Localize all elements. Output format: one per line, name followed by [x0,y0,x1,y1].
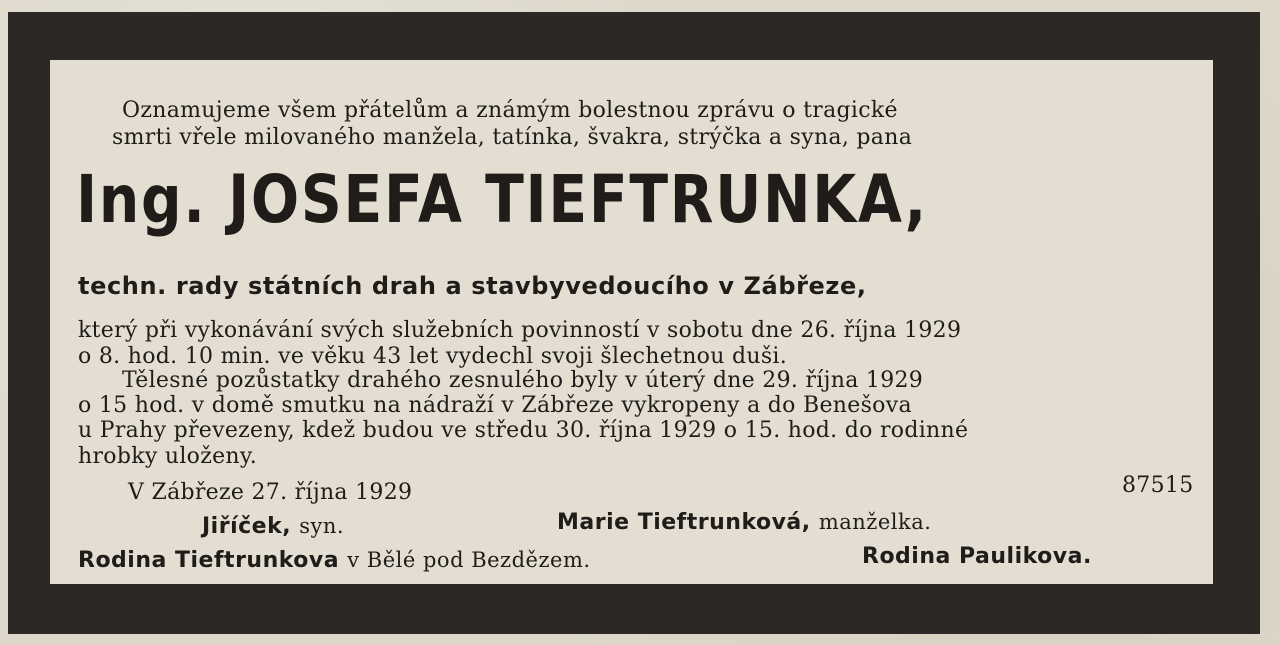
signatory-family-tieftrunk [78,550,591,572]
deceased-name: Ing. JOSEFA TIEFTRUNKA, [76,161,928,238]
family-1-place: v Bělé pod Bezdězem. [347,548,591,572]
family-1-name: Rodina Tieftrunkova [78,548,340,573]
intro-line-2: smrti vřele milovaného manžela, tatínka, švakra, strýčka a syna, pana [112,125,913,150]
son-name: Jiříček, [202,514,292,539]
signatory-family-paulik: Rodina Paulikova. [862,544,1092,569]
son-role: syn. [299,514,345,538]
intro-line-1: Oznamujeme všem přátelům a známým bolestnou zprávu o tragické [122,98,898,123]
body-line-1: který při vykonávání svých služebních povinností v sobotu dne 26. října 1929 [78,318,962,343]
deceased-title: techn. rady státních drah a stavbyvedoucího v Zábřeze, [78,272,867,300]
obituary-notice [52,62,1208,582]
reference-number: 87515 [1122,473,1194,498]
signatory-son [202,516,344,538]
body-line-6: hrobky uloženy. [78,444,257,469]
body-line-4: o 15 hod. v domě smutku na nádraží v Zábřeze vykropeny a do Benešova [78,393,912,418]
signatory-wife [557,512,931,534]
wife-name: Marie Tieftrunková, [557,510,811,535]
wife-role: manželka. [818,510,932,534]
place-and-date: V Zábřeze 27. října 1929 [128,480,413,505]
body-line-2: o 8. hod. 10 min. ve věku 43 let vydechl svoji šlechetnou duši. [78,344,788,369]
body-line-5: u Prahy převezeny, kdež budou ve středu 30. října 1929 o 15. hod. do rodinné [78,418,969,443]
body-line-3: Tělesné pozůstatky drahého zesnulého byly v úterý dne 29. října 1929 [122,368,924,393]
